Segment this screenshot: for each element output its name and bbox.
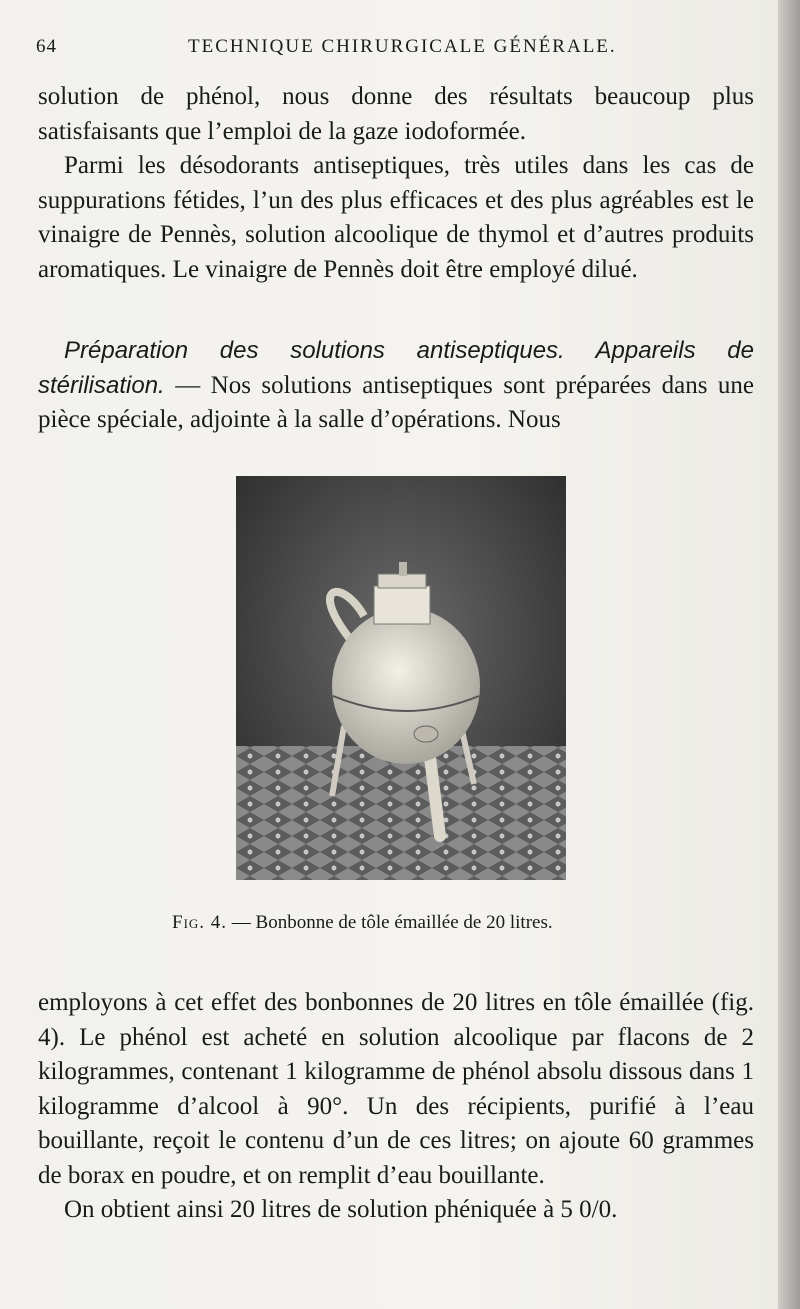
text-block-top (38, 80, 754, 287)
figure-caption (172, 912, 672, 934)
paragraph: On obtient ainsi 20 litres de solution phéniquée à 5 0/0. (64, 1196, 618, 1223)
paragraph: employons à cet effet des bonbonnes de 20 litres en tôle émaillée (fig. 4). Le phénol est acheté en solution alcoolique par flacons de 2 kilogrammes, contenant 1 kilogramme de phénol absolu dissous dans 1 kilogramme d’alcool à 90°. Un des récipients, purifié à l’eau bouillante, reçoit le contenu d’un de ces litres; on ajoute 60 grammes de borax en poudre, et on remplit d’eau bouillante. (38, 989, 754, 1189)
section-title: Préparation des solutions antiseptiques. Appareils de stérilisation. (38, 337, 754, 399)
page-edge (778, 0, 800, 1309)
running-title: TECHNIQUE CHIRURGICALE GÉNÉRALE. (188, 36, 617, 57)
figure-caption-text: — Bonbonne de tôle émaillée de 20 litres. (227, 912, 553, 933)
running-head (36, 36, 756, 62)
section-text: — Nos solutions antiseptiques sont préparées dans une pièce spéciale, adjointe à la salle d’opérations. Nous (38, 371, 754, 433)
figure-label: Fig. 4. (172, 912, 228, 933)
bonbonne-illustration (236, 476, 566, 880)
section-paragraph (38, 334, 754, 438)
page-number: 64 (36, 36, 57, 57)
figure-photograph (236, 476, 566, 880)
paragraph: Parmi les désodorants antiseptiques, très utiles dans les cas de suppurations fétides, l’un des plus efficaces et des plus agréables est le vinaigre de Pennès, solution alcoolique de thymol et d’autres produits aromatiques. Le vinaigre de Pennès doit être employé dilué. (38, 152, 754, 283)
text-block-bottom (38, 986, 754, 1228)
paragraph: solution de phénol, nous donne des résultats beaucoup plus satisfaisants que l’emploi de la gaze iodoformée. (38, 83, 754, 145)
